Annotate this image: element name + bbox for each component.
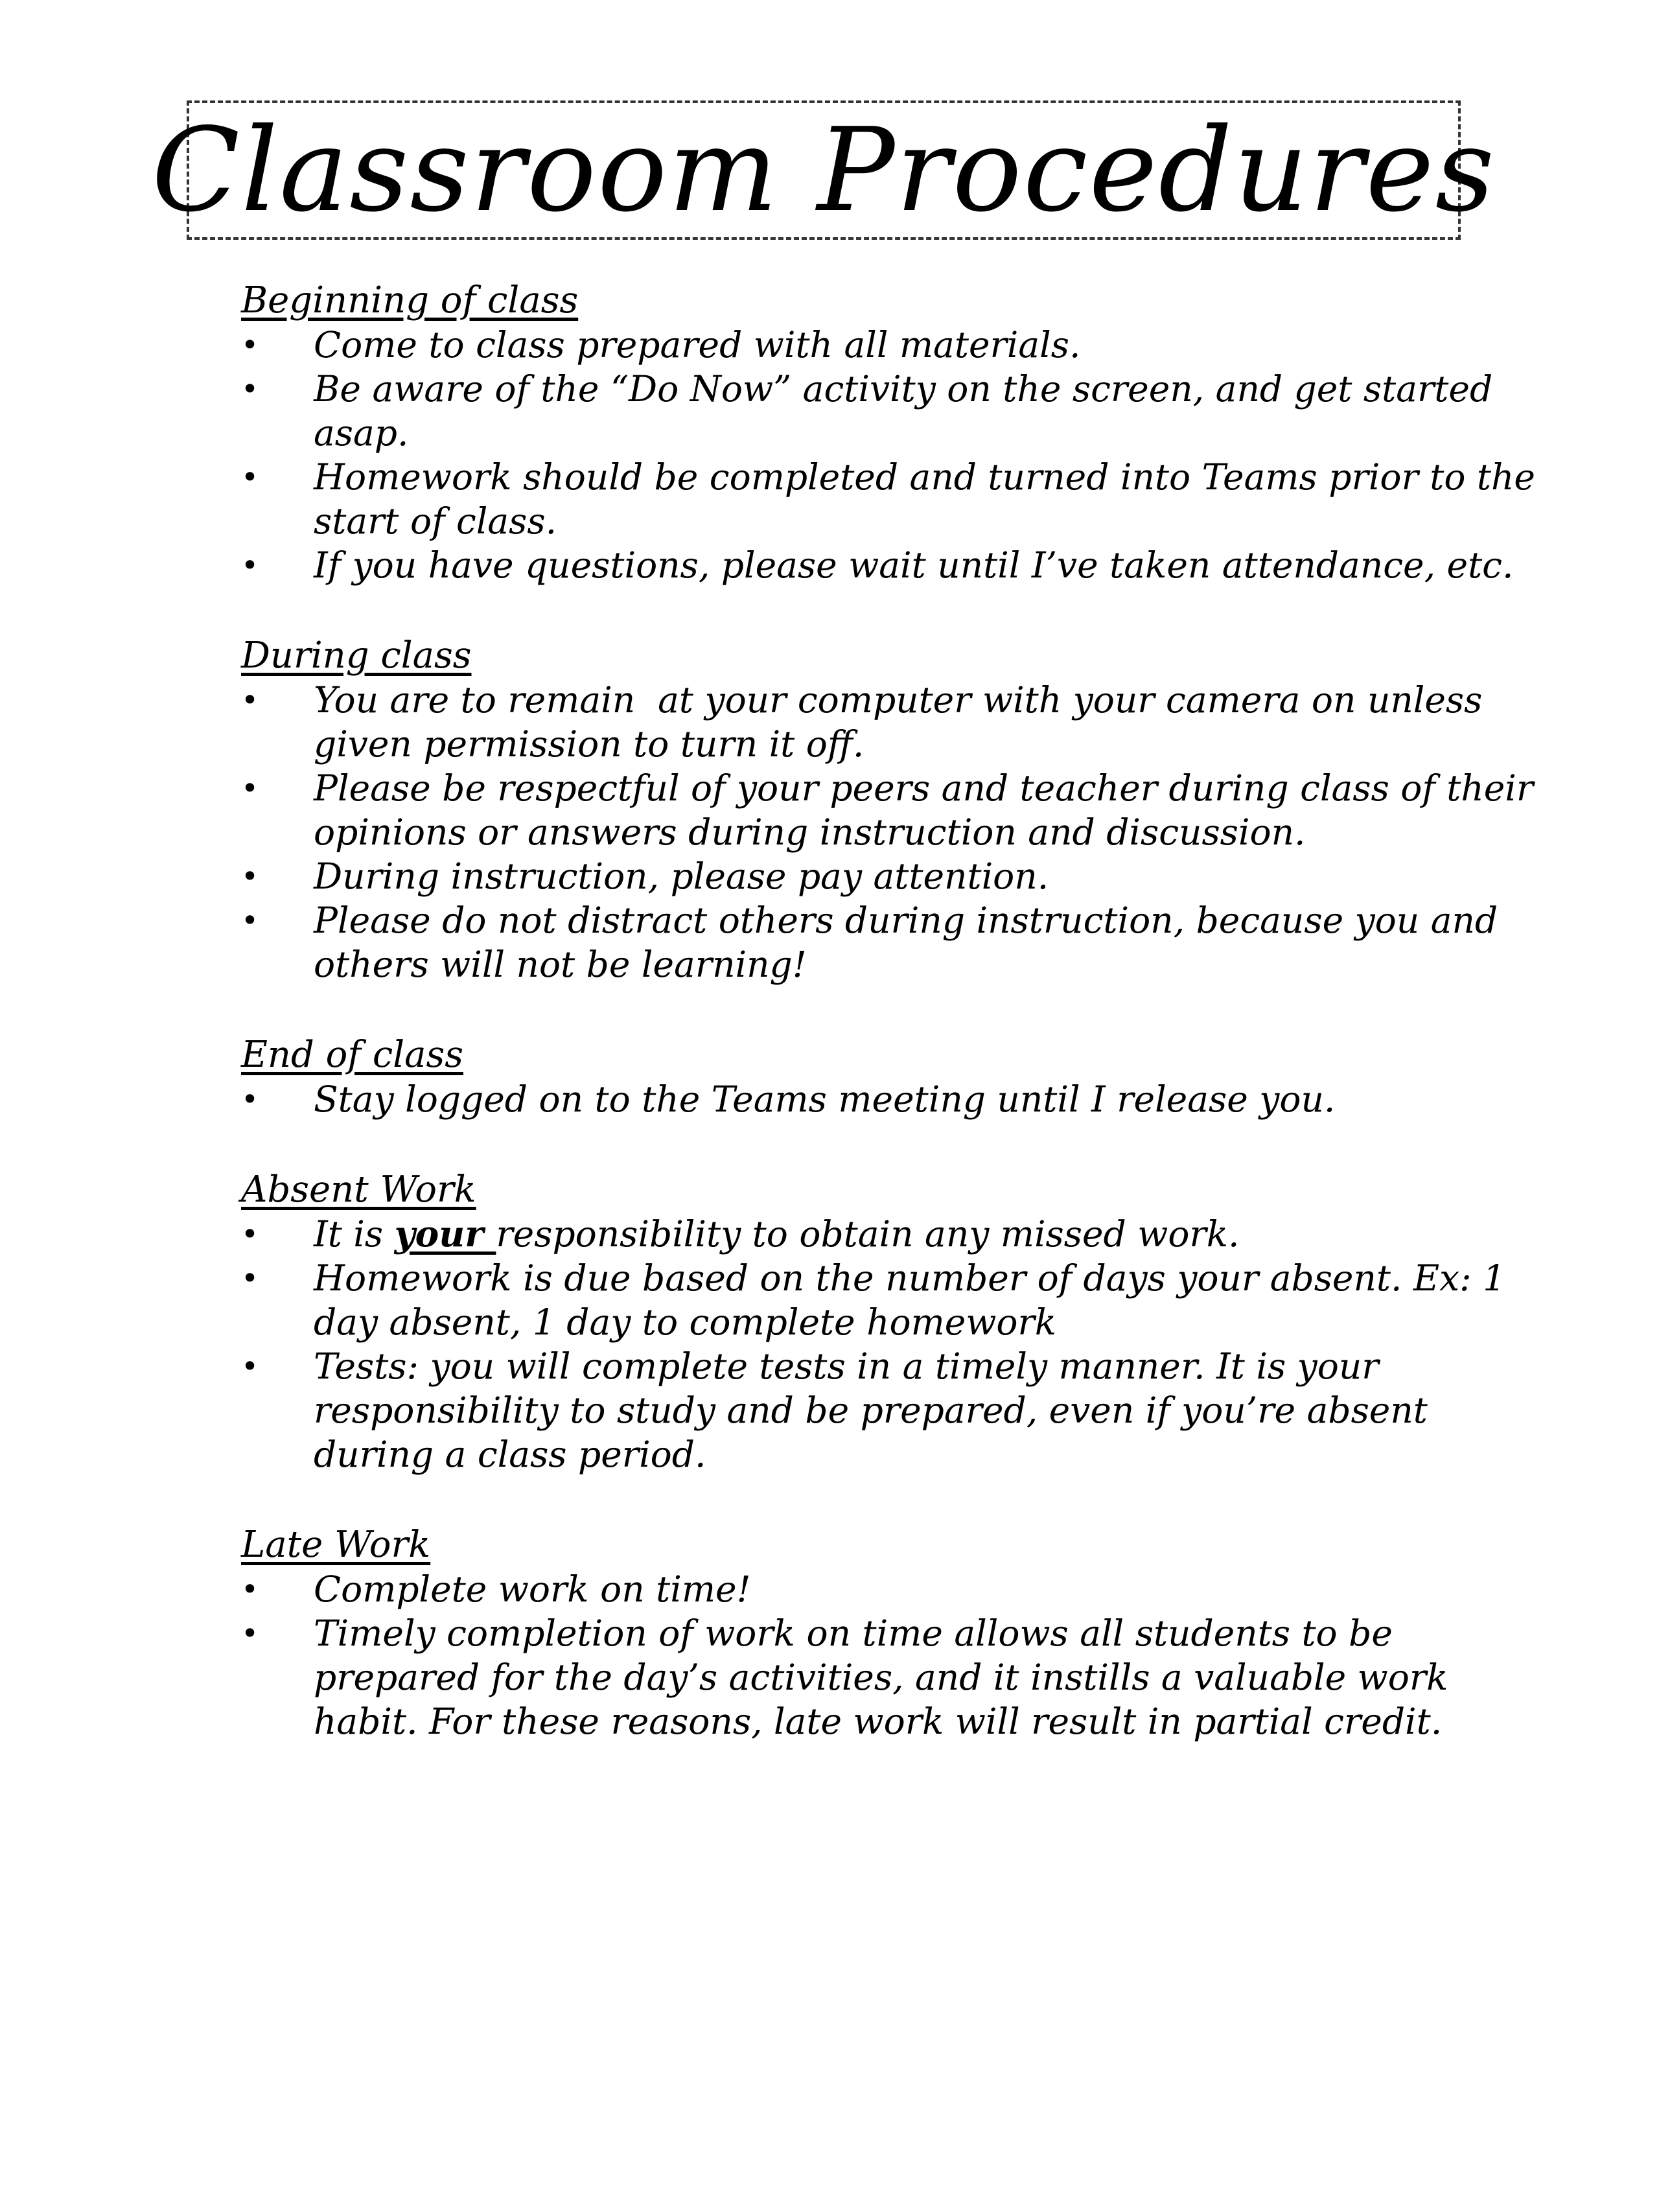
bullet-icon: • [241, 1349, 259, 1384]
bullet-icon: • [241, 1572, 259, 1607]
list-item [241, 455, 1550, 543]
list-item [241, 1344, 1550, 1476]
list-item [241, 854, 1550, 898]
list-item [241, 543, 1550, 587]
bullet-icon: • [241, 682, 259, 717]
bullet-icon: • [241, 1082, 259, 1117]
list-item [241, 1256, 1550, 1344]
section-late-work [241, 1523, 1550, 1743]
section-heading: End of class [241, 1034, 463, 1076]
list-item [241, 1077, 1550, 1121]
list-item-text: Come to class prepared with all materials. [314, 324, 1081, 366]
list-item-text: Complete work on time! [314, 1568, 751, 1610]
bullet-icon: • [241, 859, 259, 894]
section-heading: Beginning of class [241, 279, 579, 321]
bullet-icon: • [241, 371, 259, 406]
page-title: Classroom Procedures [151, 102, 1496, 237]
bullet-list [241, 1077, 1550, 1121]
procedures-content [241, 279, 1550, 1790]
bullet-icon: • [241, 1616, 259, 1651]
section-during-class [241, 634, 1550, 986]
section-heading: Absent Work [241, 1169, 476, 1211]
bullet-icon: • [241, 460, 259, 495]
list-item-text: Stay logged on to the Teams meeting until I release you. [314, 1078, 1336, 1120]
list-item-text-after: responsibility to obtain any missed work. [496, 1213, 1240, 1255]
list-item [241, 1212, 1550, 1256]
bullet-list [241, 1567, 1550, 1743]
section-beginning-of-class [241, 279, 1550, 587]
section-absent-work [241, 1168, 1550, 1476]
bullet-icon: • [241, 903, 259, 938]
bullet-icon: • [241, 1261, 259, 1296]
bullet-icon: • [241, 1217, 259, 1252]
list-item [241, 1611, 1550, 1743]
list-item [241, 678, 1550, 766]
list-item-text: Homework is due based on the number of days your absent. Ex: 1 day absent, 1 day to complete homework [314, 1257, 1506, 1343]
section-heading: During class [241, 634, 472, 677]
list-item-text: Homework should be completed and turned into Teams prior to the start of class. [314, 456, 1535, 542]
list-item [241, 323, 1550, 367]
list-item-text: Tests: you will complete tests in a timely manner. It is your responsibility to study and be prepared, even if you’re absent during a class period. [314, 1345, 1428, 1475]
bullet-list [241, 1212, 1550, 1476]
bullet-icon: • [241, 771, 259, 806]
emphasis-your: your [394, 1213, 496, 1255]
section-end-of-class [241, 1033, 1550, 1121]
list-item [241, 898, 1550, 986]
list-item-text: Timely completion of work on time allows all students to be prepared for the day’s activities, and it instills a valuable work habit. For these reasons, late work will result in partial credit. [314, 1612, 1448, 1742]
bullet-list [241, 678, 1550, 986]
list-item-text: Be aware of the “Do Now” activity on the screen, and get started asap. [314, 368, 1493, 454]
list-item-text: If you have questions, please wait until I’ve taken attendance, etc. [314, 544, 1514, 586]
list-item [241, 367, 1550, 455]
list-item-text-before: It is [314, 1213, 395, 1255]
list-item [241, 766, 1550, 854]
bullet-icon: • [241, 327, 259, 362]
bullet-icon: • [241, 548, 259, 583]
bullet-list [241, 323, 1550, 587]
list-item-text: You are to remain at your computer with your camera on unless given permission to turn it off. [314, 679, 1494, 765]
list-item [241, 1567, 1550, 1611]
section-heading: Late Work [241, 1524, 431, 1566]
title-box [151, 100, 1496, 240]
list-item-text: Please be respectful of your peers and teacher during class of their opinions or answers during instruction and discussion. [314, 767, 1534, 853]
list-item-text: Please do not distract others during instruction, because you and others will not be learning! [314, 900, 1498, 985]
list-item-text: During instruction, please pay attention. [314, 856, 1049, 897]
